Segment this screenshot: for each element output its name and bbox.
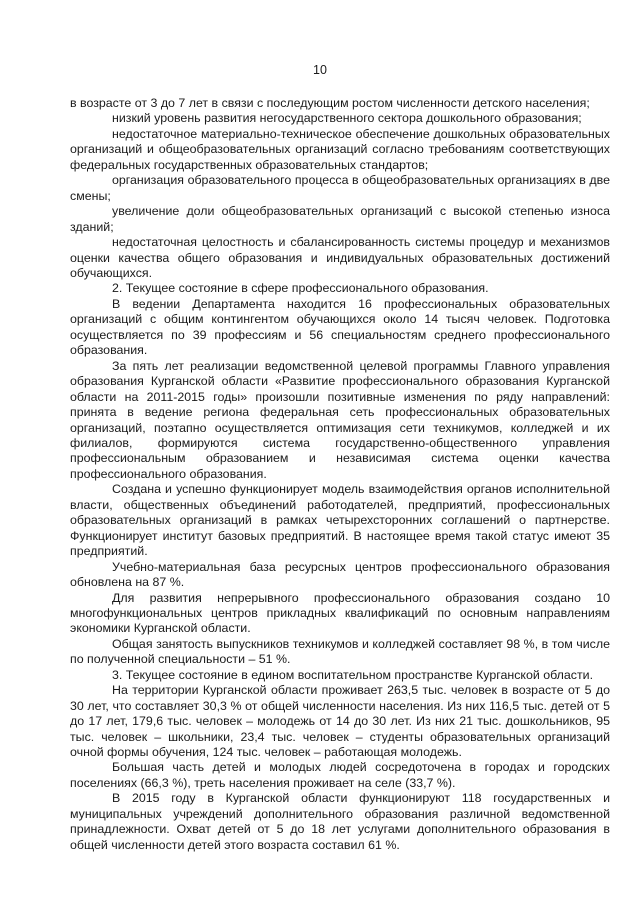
paragraph: В 2015 году в Курганской области функционируют 118 государственных и муниципальных учреждений дополнительного образования различной ведомственной принадлежности. Охват детей от 5 до 18 лет услугами дополнительного образования в общей численности детей этого возраста составил 61 %. xyxy=(70,791,610,852)
paragraph: За пять лет реализации ведомственной целевой программы Главного управления образования Курганской области «Развитие профессионального образования Курганской области на 2011-2015 годы» произошли позитивные изменения по ряду направлений: принята в ведение региона федеральная сеть профессиональных образовательных организаций, поэтапно осуществляется оптимизация сети техникумов, колледжей и их филиалов, формируются система государственно-общественного управления профессиональным образованием и независимая система оценки качества профессионального образования. xyxy=(70,358,610,481)
paragraph: Создана и успешно функционирует модель взаимодействия органов исполнительной власти, общественных объединений работодателей, предприятий, профессиональных образовательных организаций в рамках четырехсторонних соглашений о партнерстве. Функционирует институт базовых предприятий. В настоящее время такой статус имеют 35 предприятий. xyxy=(70,482,610,559)
paragraph: низкий уровень развития негосударственного сектора дошкольного образования; xyxy=(112,111,582,126)
section-heading: 2. Текущее состояние в сфере профессионального образования. xyxy=(112,281,489,296)
paragraph: Большая часть детей и молодых людей сосредоточена в городах и городских поселениях (66,3 %), треть населения проживает на селе (33,7 %). xyxy=(70,760,610,790)
paragraph: организация образовательного процесса в общеобразовательных организациях в две смены; xyxy=(70,173,610,203)
paragraph: В ведении Департамента находится 16 профессиональных образовательных организаций с общим контингентом обучающихся около 14 тысяч человек. Подготовка осуществляется по 39 профессиям и 56 специальностям среднего профессионального образования. xyxy=(70,296,610,358)
paragraph: недостаточное материально-техническое обеспечение дошкольных образовательных организаций и общеобразовательных организаций согласно требованиям соответствующих федеральных государственных образовательных стандартов; xyxy=(70,126,610,172)
paragraph: Для развития непрерывного профессионального образования создано 10 многофункциональных центров прикладных квалификаций по основным направлениям экономики Курганской области. xyxy=(70,590,610,636)
paragraph: На территории Курганской области проживает 263,5 тыс. человек в возрасте от 5 до 30 лет, что составляет 30,3 % от общей численности населения. Из них 116,5 тыс. детей от 5 до 17 лет, 179,6 тыс. человек – молодежь от 14 до 30 лет. Из них 21 тыс. дошкольников, 95 тыс. человек – школьники, 23,4 тыс. человек – студенты образовательных организаций очной формы обучения, 124 тыс. человек – работающая молодежь. xyxy=(70,683,610,760)
section-heading: 3. Текущее состояние в едином воспитательном пространстве Курганской области. xyxy=(112,667,594,682)
paragraph: Общая занятость выпускников техникумов и колледжей составляет 98 %, в том числе по полученной специальности – 51 %. xyxy=(70,636,610,667)
paragraph: недостаточная целостность и сбалансированность системы процедур и механизмов оценки качества общего образования и индивидуальных образовательных достижений обучающихся. xyxy=(70,235,610,280)
document-body xyxy=(70,96,610,853)
paragraph: увеличение доли общеобразовательных организаций с высокой степенью износа зданий; xyxy=(70,204,610,234)
page-number: 10 xyxy=(313,63,327,77)
paragraph: Учебно-материальная база ресурсных центров профессионального образования обновлена на 87 %. xyxy=(70,559,610,590)
paragraph: в возрасте от 3 до 7 лет в связи с последующим ростом численности детского населения; xyxy=(70,96,590,110)
